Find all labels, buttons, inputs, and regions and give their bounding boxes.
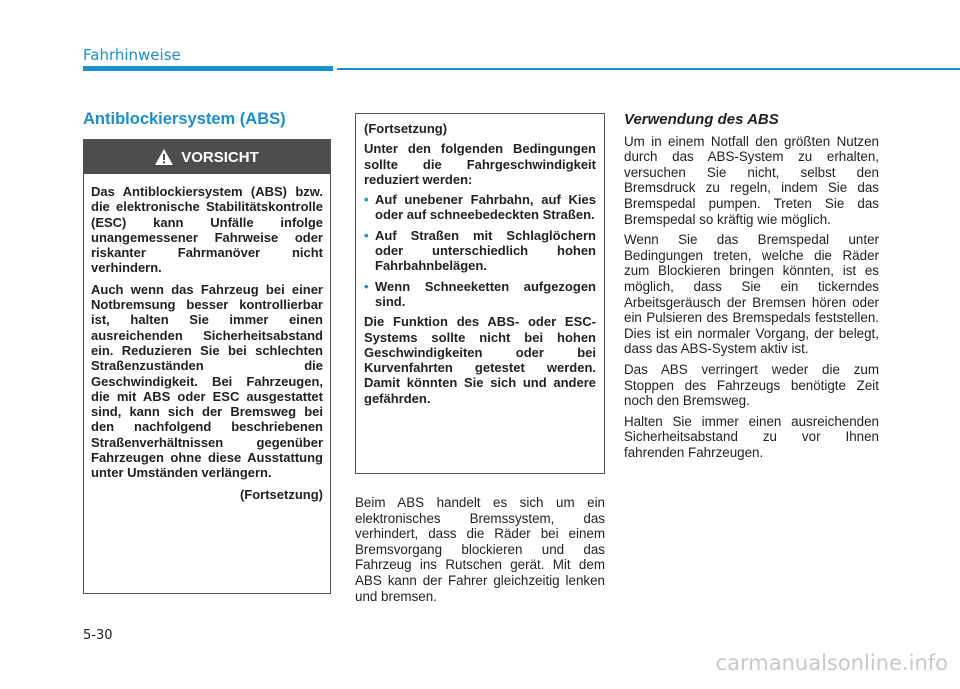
watermark: carmanualsonline.info xyxy=(715,651,948,675)
usage-section xyxy=(624,112,879,465)
continued-note: (Fortsetzung) xyxy=(239,486,323,502)
bullet-icon: • xyxy=(364,278,369,294)
usage-paragraph: Um in einem Notfall den größten Nutzen durch das ABS-System zu erhalten, versuchen Sie nicht, selbst den Bremsdruck zu regeln, indem Sie das Bremspedal pumpen. Treten Sie das Bremspedal so kräftig wie möglich. xyxy=(624,133,879,227)
header-rule-thick xyxy=(83,66,333,71)
bullet-icon: • xyxy=(364,227,369,243)
warning-triangle-icon xyxy=(155,149,173,165)
list-item xyxy=(364,192,596,223)
list-item-text: Auf Straßen mit Schlaglöchern oder unterschiedlich hohen Fahrbahnbelägen. xyxy=(375,227,596,274)
bullet-icon: • xyxy=(364,192,369,208)
section-header: Fahrhinweise xyxy=(83,46,181,64)
caution-header xyxy=(84,140,330,174)
list-item-text: Auf unebener Fahrbahn, auf Kies oder auf schneebedeckten Straßen. xyxy=(375,192,596,223)
caution-box xyxy=(83,139,331,594)
header-rule-thin xyxy=(337,68,960,70)
list-item-text: Wenn Schneeketten aufgezogen sind. xyxy=(375,278,596,309)
page-number: 5-30 xyxy=(83,628,113,643)
abs-description-text: Beim ABS handelt es sich um ein elektronisches Bremssystem, das verhindert, dass die Räder bei einem Bremsvorgang blockieren und das Fahrzeug ins Rutschen gerät. Mit dem ABS kann der Fahrer gleichzeitig lenken und bremsen. xyxy=(355,495,605,604)
usage-heading: Verwendung des ABS xyxy=(624,111,779,128)
list-item xyxy=(364,279,596,310)
usage-paragraph: Halten Sie immer einen ausreichenden Sicherheitsabstand zu vor Ihnen fahrenden Fahrzeugen. xyxy=(624,413,879,460)
list-item xyxy=(364,228,596,274)
page-title: Antiblockiersystem (ABS) xyxy=(83,110,286,128)
caution-body xyxy=(84,174,330,502)
abs-description xyxy=(355,495,605,604)
continuation-heading: (Fortsetzung) xyxy=(364,121,448,136)
caution-paragraph: Auch wenn das Fahrzeug bei einer Notbremsung besser kontrollierbar ist, halten Sie immer einen ausreichenden Sicherheitsabstand ein. Reduzieren Sie bei schlechten Straßenzuständen die Geschwindigkeit. Bei Fahrzeugen, die mit ABS oder ESC ausgestattet sind, kann sich der Bremsweg bei den nachfolgend beschriebenen Straßenverhältnissen gegenüber Fahrzeugen ohne diese Ausstattung unter Umständen verlängern. xyxy=(91,281,323,481)
continuation-intro: Unter den folgenden Bedingungen sollte die Fahrgeschwindigkeit reduziert werden: xyxy=(364,141,596,187)
continuation-box xyxy=(355,113,605,474)
caution-paragraph: Das Antiblockiersystem (ABS) bzw. die elektronische Stabilitätskontrolle (ESC) kann Unfälle infolge unangemessener Fahrweise oder riskanter Fahrmanöver nicht verhindern. xyxy=(91,184,323,276)
caution-label: VORSICHT xyxy=(181,148,259,166)
continuation-outro: Die Funktion des ABS- oder ESC-Systems sollte nicht bei hohen Geschwindigkeiten oder bei Kurvenfahrten getestet werden. Damit könnten Sie sich und andere gefährden. xyxy=(364,314,596,406)
usage-paragraph: Das ABS verringert weder die zum Stoppen des Fahrzeugs benötigte Zeit noch den Bremsweg. xyxy=(624,361,879,409)
usage-paragraph: Wenn Sie das Bremspedal unter Bedingungen treten, welche die Räder zum Blockieren bringen könnten, ist es möglich, dass Sie ein tickerndes Arbeitsgeräusch der Bremsen hören oder ein Pulsieren des Bremspedals feststellen. Dies ist ein normaler Vorgang, der belegt, dass das ABS-System aktiv ist. xyxy=(624,232,879,357)
